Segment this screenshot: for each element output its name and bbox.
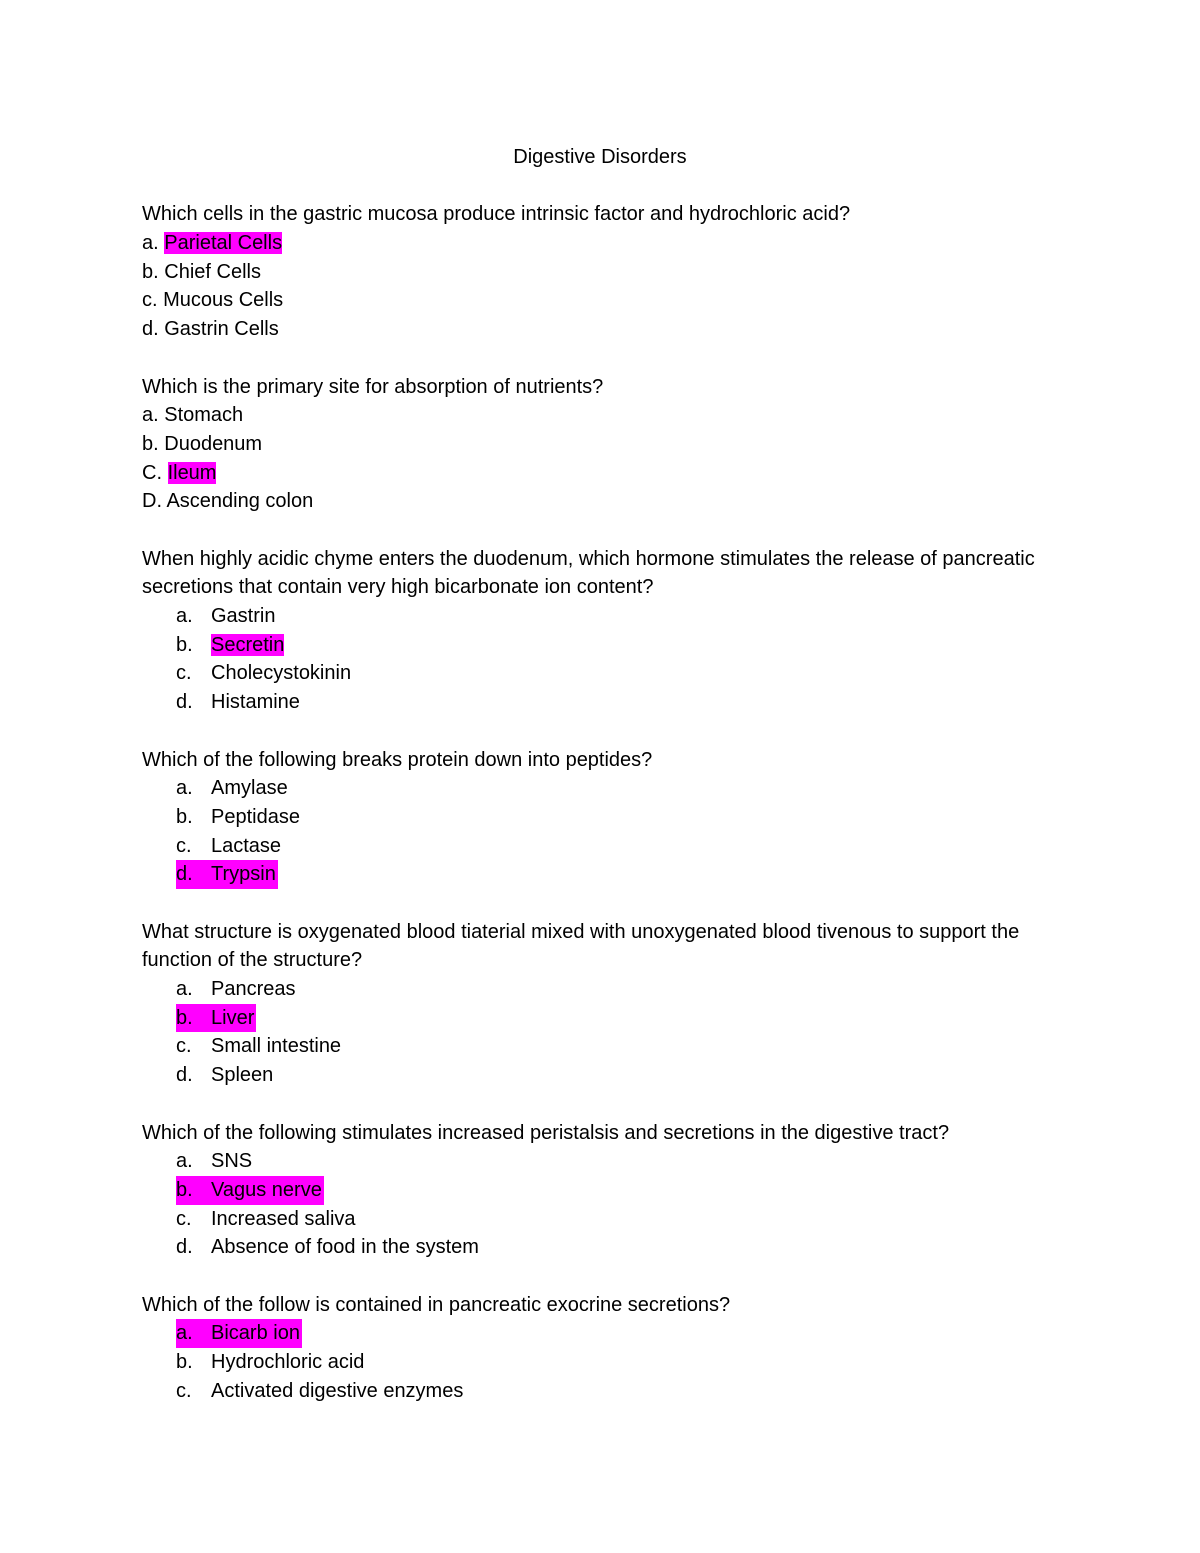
answer-letter: a. xyxy=(176,605,193,628)
answer-letter: c. xyxy=(176,1207,192,1230)
answer-letter: d. xyxy=(176,1064,193,1087)
answer-option xyxy=(142,1348,1042,1377)
answer-option-line xyxy=(142,289,283,311)
question-block xyxy=(142,1119,1042,1262)
answer-option xyxy=(142,459,1042,488)
highlighted-answer: Trypsin xyxy=(211,863,276,886)
answer-option-line xyxy=(142,978,296,1000)
answer-text: Peptidase xyxy=(211,805,300,828)
answer-letter: c. xyxy=(176,662,192,685)
answer-text: Hydrochloric acid xyxy=(211,1351,365,1374)
highlighted-answer: Liver xyxy=(211,1006,255,1029)
answer-option xyxy=(142,774,1042,803)
answer-text: Absence of food in the system xyxy=(211,1236,479,1259)
answer-option xyxy=(142,401,1042,430)
answer-letter: d. xyxy=(176,863,193,886)
answer-option xyxy=(142,1061,1042,1090)
answer-option-line xyxy=(176,1004,256,1033)
answer-option xyxy=(142,1319,1042,1348)
answer-option-line xyxy=(176,1176,324,1205)
answer-letter: a. xyxy=(176,978,193,1001)
answer-option xyxy=(142,975,1042,1004)
answer-option-line xyxy=(142,490,313,512)
highlighted-answer: Bicarb ion xyxy=(211,1322,300,1345)
answer-text: Activated digestive enzymes xyxy=(211,1379,464,1402)
answer-option-line xyxy=(142,634,284,656)
answer-option-line xyxy=(142,835,281,857)
answer-letter: b. xyxy=(176,1351,193,1374)
answer-option xyxy=(142,602,1042,631)
question-block xyxy=(142,746,1042,889)
answer-letter: a. xyxy=(176,777,193,800)
highlighted-answer: Ileum xyxy=(167,461,217,484)
answer-option xyxy=(142,688,1042,717)
answer-option xyxy=(142,430,1042,459)
answer-option-line xyxy=(142,318,279,340)
answer-letter: b. xyxy=(142,432,159,455)
answer-letter: b. xyxy=(176,1178,193,1201)
answer-letter: b. xyxy=(176,1006,193,1029)
answer-text: Lactase xyxy=(211,834,282,857)
answer-letter: d. xyxy=(142,318,159,341)
answer-text: Duodenum xyxy=(164,432,263,455)
question-text: Which of the follow is contained in pancreatic exocrine secretions? xyxy=(142,1293,731,1316)
answer-option-line xyxy=(142,662,351,684)
answer-option xyxy=(142,315,1042,344)
answer-option-line xyxy=(142,261,261,283)
answer-option xyxy=(142,1032,1042,1061)
answer-letter: c. xyxy=(176,834,192,857)
document-page xyxy=(142,143,1042,1434)
answer-option-line xyxy=(176,860,278,889)
answer-option xyxy=(142,803,1042,832)
question-text: What structure is oxygenated blood tiaterial mixed with unoxygenated blood tivenous to support the function of the structure? xyxy=(142,920,1025,972)
answer-letter: b. xyxy=(176,805,193,828)
answer-text: Gastrin Cells xyxy=(164,318,279,341)
answer-option xyxy=(142,1205,1042,1234)
answer-option xyxy=(142,659,1042,688)
answer-letter: c. xyxy=(142,289,158,312)
answer-option xyxy=(142,631,1042,660)
highlighted-answer: Parietal Cells xyxy=(164,232,283,255)
answer-text: Stomach xyxy=(164,404,244,427)
answer-option xyxy=(142,1004,1042,1033)
question-text: Which cells in the gastric mucosa produce intrinsic factor and hydrochloric acid? xyxy=(142,203,851,226)
answer-text: Mucous Cells xyxy=(163,289,284,312)
answer-letter: C. xyxy=(142,461,162,484)
question-text: Which of the following breaks protein down into peptides? xyxy=(142,748,653,771)
answer-option xyxy=(142,1176,1042,1205)
question-block xyxy=(142,373,1042,516)
answer-option-line xyxy=(142,691,300,713)
answer-option-line xyxy=(142,1208,356,1230)
answer-letter: b. xyxy=(142,260,159,283)
question-block xyxy=(142,200,1042,343)
question-text: When highly acidic chyme enters the duodenum, which hormone stimulates the release of pancreatic secretions that contain very high bicarbonate ion content? xyxy=(142,547,1041,599)
answer-letter: b. xyxy=(176,633,193,656)
answer-option xyxy=(142,487,1042,516)
answer-letter: D. xyxy=(142,490,162,513)
answer-letter: d. xyxy=(176,691,193,714)
answer-text: Cholecystokinin xyxy=(211,662,352,685)
answer-letter: a. xyxy=(142,404,159,427)
answer-option-line xyxy=(142,462,216,484)
answer-text: Small intestine xyxy=(211,1035,342,1058)
answer-option-line xyxy=(142,1150,252,1172)
answer-letter: a. xyxy=(176,1322,193,1345)
answer-option-line xyxy=(142,1064,273,1086)
answer-letter: d. xyxy=(176,1236,193,1259)
answer-text: Histamine xyxy=(211,691,300,714)
answer-option-line xyxy=(142,433,262,455)
answer-option xyxy=(142,1233,1042,1262)
answer-option-line xyxy=(142,232,282,254)
answer-option xyxy=(142,229,1042,258)
question-text: Which of the following stimulates increased peristalsis and secretions in the digestive tract? xyxy=(142,1121,950,1144)
page-title: Digestive Disorders xyxy=(513,146,687,168)
answer-option-line xyxy=(142,806,300,828)
answer-letter: c. xyxy=(176,1379,192,1402)
question-block xyxy=(142,1291,1042,1406)
answer-text: Increased saliva xyxy=(211,1207,356,1230)
answer-option-line xyxy=(142,404,243,426)
highlighted-answer: Vagus nerve xyxy=(211,1178,322,1201)
answer-text: Pancreas xyxy=(211,978,296,1001)
answer-letter: a. xyxy=(176,1150,193,1173)
answer-text: Amylase xyxy=(211,777,288,800)
answer-text: Gastrin xyxy=(211,605,276,628)
answer-option-line xyxy=(142,1380,463,1402)
answer-option xyxy=(142,832,1042,861)
question-block xyxy=(142,545,1042,717)
answer-option xyxy=(142,860,1042,889)
answer-option-line xyxy=(142,1035,341,1057)
answer-letter: a. xyxy=(142,232,159,255)
question-block xyxy=(142,918,1042,1090)
answer-option-line xyxy=(142,1351,364,1373)
answer-option-line xyxy=(142,605,275,627)
answer-text: Chief Cells xyxy=(164,260,261,283)
question-text: Which is the primary site for absorption of nutrients? xyxy=(142,375,604,398)
answer-option xyxy=(142,1377,1042,1406)
answer-text: SNS xyxy=(211,1150,253,1173)
answer-option-line xyxy=(176,1319,302,1348)
question-list xyxy=(142,200,1042,1405)
answer-option xyxy=(142,258,1042,287)
answer-option-line xyxy=(142,1236,479,1258)
answer-text: Spleen xyxy=(211,1064,274,1087)
answer-option-line xyxy=(142,777,288,799)
answer-option xyxy=(142,286,1042,315)
answer-text: Ascending colon xyxy=(166,490,314,513)
highlighted-answer: Secretin xyxy=(211,633,285,656)
answer-letter: c. xyxy=(176,1035,192,1058)
answer-option xyxy=(142,1147,1042,1176)
